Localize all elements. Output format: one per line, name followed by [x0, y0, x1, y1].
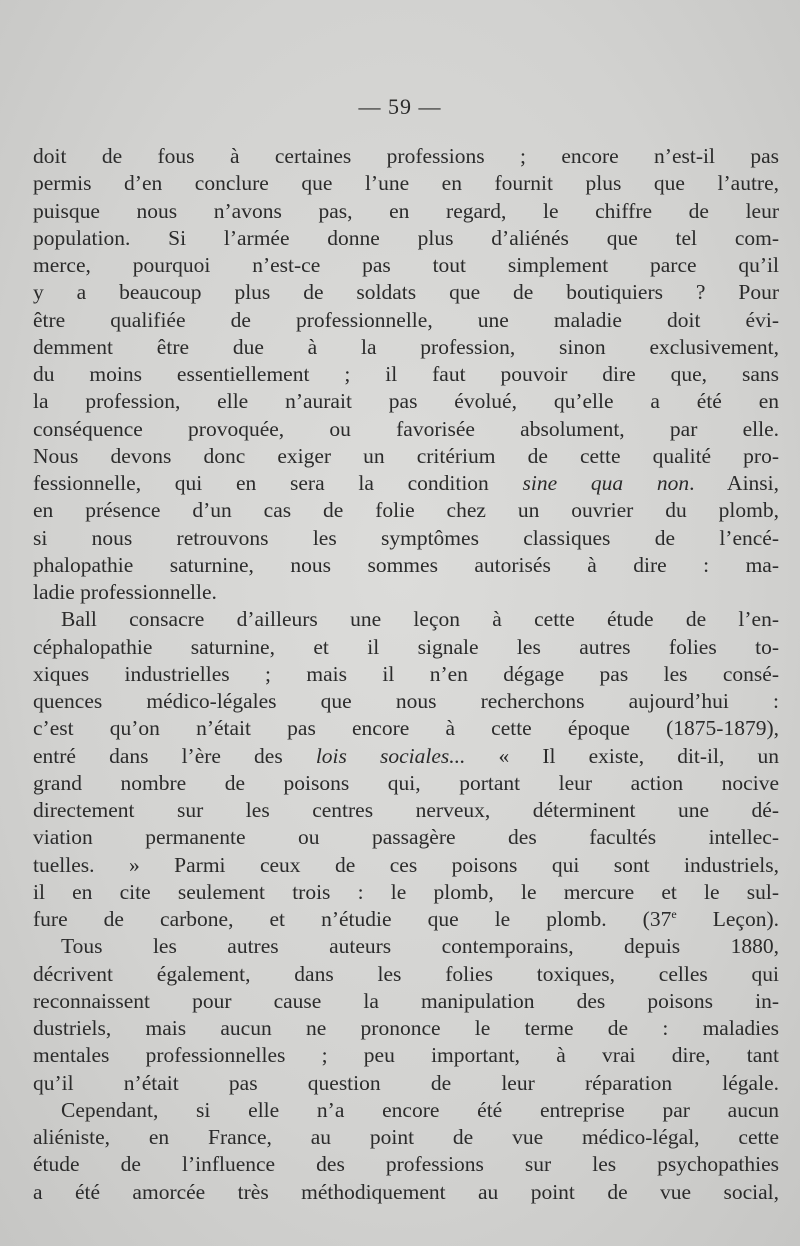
text-line: c’est qu’on n’était pas encore à cette époque (1875-1879),: [33, 716, 779, 741]
text-line: doit de fous à certaines professions ; encore n’est-il pas: [33, 144, 779, 168]
text-line: reconnaissent pour cause la manipulation des poisons in-: [33, 988, 779, 1013]
text-line: qu’il n’était pas question de leur réparation légale.: [33, 1070, 779, 1095]
text-line: directement sur les centres nerveux, déterminent une dé-: [33, 798, 779, 822]
text-line: Tous les autres auteurs contemporains, depuis 1880,: [61, 934, 779, 959]
text-line: grand nombre de poisons qui, portant leur action nocive: [33, 770, 779, 795]
text-line: puisque nous n’avons pas, en regard, le chiffre de leur: [33, 198, 779, 223]
text-line: permis d’en conclure que l’une en fournit plus que l’autre,: [33, 171, 779, 196]
text-line: xiques industrielles ; mais il n’en dégage pas les consé-: [33, 661, 779, 686]
text-line: y a beaucoup plus de soldats que de boutiquiers ? Pour: [33, 280, 779, 305]
text-line: du moins essentiellement ; il faut pouvoir dire que, sans: [33, 362, 779, 386]
text-line: demment être due à la profession, sinon exclusivement,: [33, 334, 779, 359]
text-line: quences médico-légales que nous recherchons aujourd’hui :: [33, 689, 779, 713]
page-number: — 59 —: [358, 94, 442, 119]
text-line: conséquence provoquée, ou favorisée absolument, par elle.: [33, 416, 779, 441]
text-line: mentales professionnelles ; peu important, à vrai dire, tant: [33, 1043, 779, 1068]
text-line: population. Si l’armée donne plus d’aliénés que tel com-: [33, 225, 779, 250]
text-line: entré dans l’ère des lois sociales... « Il existe, dit-il, un: [33, 743, 779, 768]
text-line: étude de l’influence des professions sur les psychopathies: [33, 1152, 779, 1177]
text-line: si nous retrouvons les symptômes classiques de l’encé-: [33, 525, 779, 550]
text-line: il en cite seulement trois : le plomb, le mercure et le sul-: [33, 879, 779, 904]
text-line: fessionnelle, qui en sera la condition sine qua non. Ainsi,: [33, 471, 780, 495]
text-line: Ball consacre d’ailleurs une leçon à cette étude de l’en-: [61, 607, 779, 632]
text-line: viation permanente ou passagère des facultés intellec-: [33, 825, 779, 850]
text-line: merce, pourquoi n’est-ce pas tout simplement parce qu’il: [33, 253, 779, 277]
text-line: céphalopathie saturnine, et il signale les autres folies to-: [33, 634, 779, 659]
text-line: décrivent également, dans les folies toxiques, celles qui: [33, 961, 779, 986]
body-text: [33, 143, 779, 1206]
text-line: la profession, elle n’aurait pas évolué, qu’elle a été en: [33, 389, 779, 414]
text-line: fure de carbone, et n’étudie que le plomb. (37e Leçon).: [33, 907, 779, 931]
text-line: Cependant, si elle n’a encore été entreprise par aucun: [61, 1097, 779, 1122]
text-line: tuelles. » Parmi ceux de ces poisons qui sont industriels,: [33, 852, 779, 877]
text-line: être qualifiée de professionnelle, une maladie doit évi-: [33, 307, 779, 332]
text-line: ladie professionnelle.: [33, 580, 217, 604]
text-line: a été amorcée très méthodiquement au point de vue social,: [33, 1179, 779, 1204]
text-line: Nous devons donc exiger un critérium de cette qualité pro-: [33, 443, 779, 468]
text-line: phalopathie saturnine, nous sommes autorisés à dire : ma-: [33, 552, 779, 577]
text-line: aliéniste, en France, au point de vue médico-légal, cette: [33, 1125, 779, 1149]
text-line: dustriels, mais aucun ne prononce le terme de : maladies: [33, 1016, 779, 1040]
text-line: en présence d’un cas de folie chez un ouvrier du plomb,: [33, 498, 779, 523]
